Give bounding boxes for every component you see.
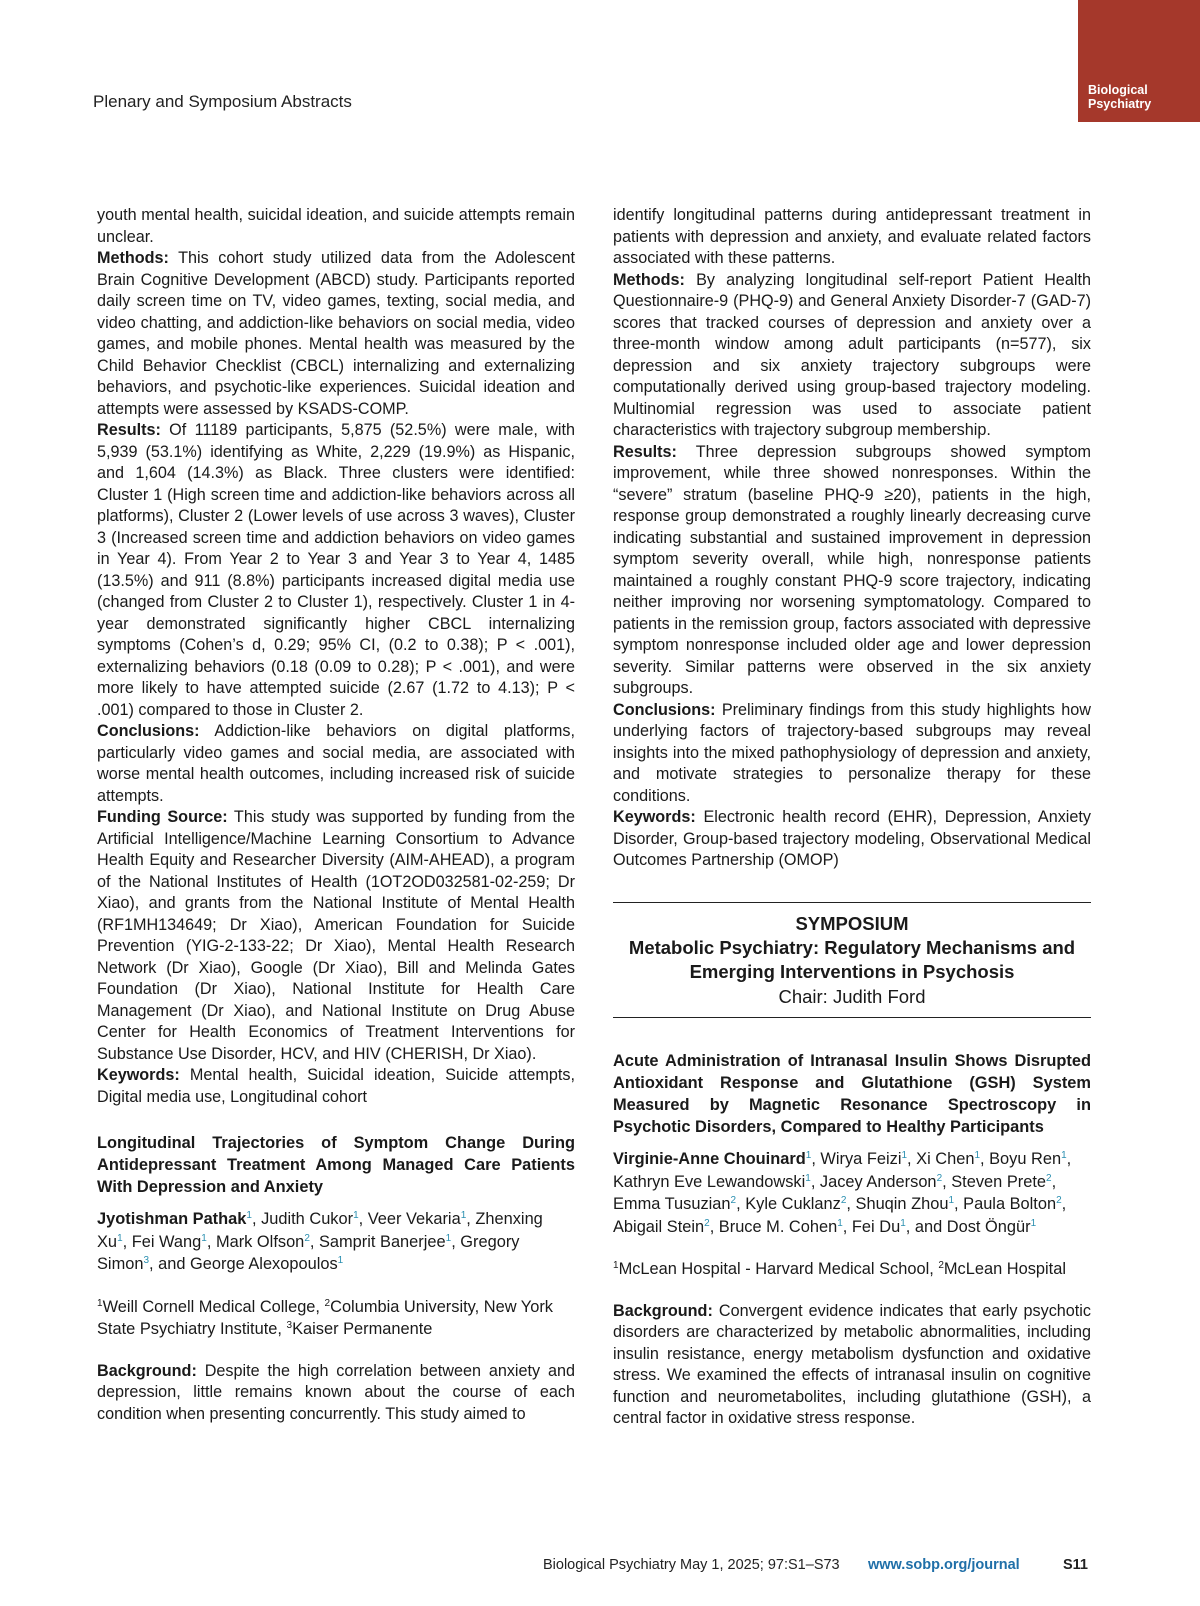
author-separator: , xyxy=(1051,1172,1057,1191)
author-affiliation-marker[interactable]: 1 xyxy=(837,1217,843,1229)
author-affiliation-marker[interactable]: 1 xyxy=(201,1232,207,1244)
affiliation-name: Columbia University, New York State Psychiatry Institute, xyxy=(97,1297,553,1338)
author-name: Shuqin Zhou xyxy=(855,1195,949,1213)
author-name: Xi Chen xyxy=(916,1150,975,1168)
author-name: Judith Cukor xyxy=(261,1210,354,1228)
author-affiliation-marker[interactable]: 2 xyxy=(704,1217,710,1229)
author-affiliation-marker[interactable]: 2 xyxy=(730,1195,737,1206)
author-separator: , xyxy=(811,1150,821,1168)
author-affiliation-marker[interactable]: 1 xyxy=(445,1232,452,1244)
author-separator: , xyxy=(1061,1195,1067,1213)
author-separator: , xyxy=(466,1210,476,1228)
conclusions-paragraph: Conclusions: Addiction-like behaviors on digital platforms, particularly video games and social media, are associated with worse mental health outcomes, including increased risk of suicide attempts. xyxy=(97,722,575,805)
author-affiliation-marker[interactable]: 1 xyxy=(901,1150,908,1161)
affiliations xyxy=(97,1296,575,1341)
author-separator: , xyxy=(309,1232,319,1251)
conclusions-paragraph: Conclusions: Preliminary findings from this study highlights how underlying factors of trajectory-based subgroups may reveal insights into the mixed pathophysiology of depression and anxiety, and motivate strategies to personalize therapy for these conditions. xyxy=(613,700,1091,805)
footer-citation: Biological Psychiatry May 1, 2025; 97:S1–S73 xyxy=(543,1557,840,1573)
author-name: Fei Wang xyxy=(131,1232,202,1251)
author-affiliation-marker[interactable]: 3 xyxy=(143,1255,150,1266)
abstract-title: Acute Administration of Intranasal Insulin Shows Disrupted Antioxidant Response and Glutathione (GSH) System Measured by Magnetic Resonance Spectroscopy in Psychotic Disorders, Compared to Healthy Participants xyxy=(613,1052,1091,1136)
funding-paragraph: Funding Source: This study was supported by funding from the Artificial Intelligence/Machine Learning Consortium to Advance Health Equity and Researcher Diversity (AIM-AHEAD), a program of the National Institutes of Health (1OT2OD032581-02-259; Dr Xiao), and grants from the National Institute of Mental Health (RF1MH134649; Dr Xiao), American Foundation for Suicide Prevention (YIG-2-133-22; Dr Xiao), Mental Health Research Network (Dr Xiao), Google (Dr Xiao), Bill and Melinda Gates Foundation (Dr Xiao), National Institute for Health Care Management (Dr Xiao), and National Institute on Drug Abuse Center for Health Economics of Treatment Interventions for Substance Use Disorder, HCV, and HIV (CHERISH, Dr Xiao). xyxy=(97,808,575,1063)
author-name: Samprit Banerjee xyxy=(318,1232,446,1251)
author-name: Wirya Feizi xyxy=(820,1150,902,1168)
symposium-title: Metabolic Psychiatry: Regulatory Mechanisms and Emerging Interventions in Psychosis xyxy=(628,936,1076,982)
author-separator: , xyxy=(251,1210,262,1228)
author-separator: , xyxy=(358,1210,368,1228)
author-name: Kathryn Eve Lewandowski xyxy=(613,1172,806,1191)
author-list xyxy=(613,1148,1091,1238)
author-separator: , and xyxy=(149,1255,191,1273)
results-paragraph: Results: Of 11189 participants, 5,875 (52.5%) were male, with 5,939 (53.1%) identifying as White, 2,229 (19.9%) as Hispanic, and 1,604 (14.3%) as Black. Three clusters were identified: Cluster 1 (High screen time and addiction-like behaviors across all platforms), Cluster 2 (Lower levels of use across 3 waves), Cluster 3 (Increased screen time and addiction behaviors on video games in Year 4). From Year 2 to Year 3 and Year 3 to Year 4, 1485 (13.5%) and 911 (8.8%) participants increased digital media use (changed from Cluster 2 to Cluster 1), respectively. Cluster 1 in 4-year demonstrated significantly higher CBCL internalizing symptoms (Cohen’s d, 0.29; 95% CI, (0.2 to 0.38); P < .001), externalizing behaviors (0.18 (0.09 to 0.28); P < .001), and were more likely to have attempted suicide (2.67 (1.72 to 4.13); P < .001) compared to those in Cluster 2. xyxy=(97,421,575,719)
affiliation-marker: 2 xyxy=(324,1297,331,1309)
author-name: Jyotishman Pathak xyxy=(97,1210,247,1228)
author-name: Zhenxing Xu xyxy=(97,1210,543,1251)
affiliation-marker: 2 xyxy=(938,1260,944,1271)
affiliation-marker: 3 xyxy=(286,1320,293,1331)
author-affiliation-marker[interactable]: 1 xyxy=(353,1210,359,1221)
author-separator: , xyxy=(709,1217,719,1236)
left-column xyxy=(97,205,575,1425)
results-label: Results: xyxy=(613,442,677,461)
author-name: Fei Du xyxy=(851,1217,901,1236)
author-name: Jacey Anderson xyxy=(819,1172,937,1191)
results-label: Results: xyxy=(97,421,161,439)
conclusions-label: Conclusions: xyxy=(97,722,200,740)
author-affiliation-marker[interactable]: 1 xyxy=(948,1195,955,1206)
journal-link[interactable]: www.sobp.org/journal xyxy=(868,1557,1020,1573)
keywords-paragraph: Keywords: Mental health, Suicidal ideation, Suicide attempts, Digital media use, Longitudinal cohort xyxy=(97,1066,575,1106)
symposium-chair: Chair: Judith Ford xyxy=(778,985,926,1007)
affiliation-marker: 1 xyxy=(613,1260,619,1271)
author-separator: , xyxy=(954,1195,964,1213)
author-affiliation-marker[interactable]: 1 xyxy=(805,1150,812,1161)
author-name: Paula Bolton xyxy=(963,1195,1057,1213)
author-separator: , xyxy=(846,1195,856,1213)
author-separator: , xyxy=(942,1172,952,1191)
background-paragraph: Background: Despite the high correlation between anxiety and depression, little remains known about the course of each condition when presenting concurrently. This study aimed to xyxy=(97,1361,575,1423)
author-name: Kyle Cuklanz xyxy=(745,1195,841,1213)
author-separator: , xyxy=(451,1232,461,1251)
author-affiliation-marker[interactable]: 1 xyxy=(1061,1150,1067,1161)
author-name: Dost Öngür xyxy=(946,1217,1031,1236)
author-affiliation-marker[interactable]: 1 xyxy=(337,1255,344,1266)
author-affiliation-marker[interactable]: 1 xyxy=(246,1210,252,1221)
background-label: Background: xyxy=(613,1301,713,1320)
right-column xyxy=(613,205,1091,1430)
author-name: George Alexopoulos xyxy=(190,1255,338,1273)
author-separator: , xyxy=(980,1150,990,1168)
author-name: Abigail Stein xyxy=(613,1217,705,1236)
methods-label: Methods: xyxy=(97,249,169,267)
continued-text: identify longitudinal patterns during antidepressant treatment in patients with depression and anxiety, and evaluate related factors associated with these patterns. xyxy=(613,206,1091,267)
methods-label: Methods: xyxy=(613,270,685,289)
author-name: Gregory Simon xyxy=(97,1232,520,1273)
keywords-label: Keywords: xyxy=(97,1066,180,1084)
background-label: Background: xyxy=(97,1361,197,1380)
author-affiliation-marker[interactable]: 2 xyxy=(1056,1195,1062,1206)
journal-name: Biological Psychiatry xyxy=(1088,83,1152,111)
author-affiliation-marker[interactable]: 2 xyxy=(304,1232,310,1244)
author-affiliation-marker[interactable]: 1 xyxy=(805,1172,811,1184)
symposium-box xyxy=(613,902,1091,1019)
abstract-title: Longitudinal Trajectories of Symptom Change During Antidepressant Treatment Among Managed Care Patients With Depression and Anxiety xyxy=(97,1134,575,1196)
results-paragraph: Results: Three depression subgroups showed symptom improvement, while three showed nonresponses. Within the “severe” stratum (baseline PHQ-9 ≥20), patients in the high, response group demonstrated a roughly linearly decreasing curve indicating substantial and sustained improvement in depression symptom severity overall, while high, nonresponse patients maintained a roughly constant PHQ-9 score trajectory, indicating neither improving nor worsening symptomatology. Compared to patients in the remission group, factors associated with depressive symptom nonresponse included older age and lower depression severity. Similar patterns were observed in the six anxiety subgroups. xyxy=(613,442,1091,697)
keywords-paragraph: Keywords: Electronic health record (EHR), Depression, Anxiety Disorder, Group-based trajectory modeling, Observational Medical Outcomes Partnership (OMOP) xyxy=(613,808,1091,869)
author-separator: , xyxy=(206,1232,216,1251)
author-affiliation-marker[interactable]: 1 xyxy=(1030,1217,1037,1229)
author-name: Boyu Ren xyxy=(989,1150,1062,1168)
affiliation-name: Kaiser Permanente xyxy=(292,1320,433,1338)
journal-tab xyxy=(1078,0,1200,122)
author-separator: , xyxy=(907,1150,917,1168)
keywords-label: Keywords: xyxy=(613,808,696,826)
author-separator: , xyxy=(736,1195,746,1213)
author-affiliation-marker[interactable]: 1 xyxy=(460,1210,467,1221)
funding-label: Funding Source: xyxy=(97,808,228,826)
conclusions-label: Conclusions: xyxy=(613,700,716,719)
methods-paragraph: Methods: By analyzing longitudinal self-report Patient Health Questionnaire-9 (PHQ-9) and General Anxiety Disorder-7 (GAD-7) scores that tracked courses of depression and anxiety over a three-month window among adult participants (n=577), six depression and six anxiety trajectory subgroups were computationally derived using group-based trajectory modeling. Multinomial regression was used to associate patient characteristics with trajectory subgroup membership. xyxy=(613,270,1091,439)
background-paragraph: Background: Convergent evidence indicates that early psychotic disorders are characterized by metabolic abnormalities, including insulin resistance, energy metabolism dysfunction and oxidative stress. We examined the effects of intranasal insulin on cognitive function and neurometabolites, including glutathione (GSH), a central factor in oxidative stress response. xyxy=(613,1301,1091,1427)
author-name: Veer Vekaria xyxy=(367,1210,461,1228)
author-affiliation-marker[interactable]: 1 xyxy=(974,1150,981,1161)
author-list xyxy=(97,1208,575,1276)
author-affiliation-marker[interactable]: 1 xyxy=(117,1232,123,1244)
author-separator: , xyxy=(1066,1150,1072,1168)
author-name: Emma Tusuzian xyxy=(613,1195,731,1213)
page-number: S11 xyxy=(1063,1557,1088,1573)
affiliations xyxy=(613,1258,1091,1281)
author-name: Virginie-Anne Chouinard xyxy=(613,1150,806,1168)
author-separator: , and xyxy=(905,1217,947,1236)
author-separator: , xyxy=(842,1217,852,1236)
author-name: Mark Olfson xyxy=(215,1232,305,1251)
running-header: Plenary and Symposium Abstracts xyxy=(93,92,352,111)
symposium-heading: SYMPOSIUM xyxy=(795,912,909,934)
author-affiliation-marker[interactable]: 2 xyxy=(936,1172,943,1184)
methods-paragraph: Methods: This cohort study utilized data from the Adolescent Brain Cognitive Development (ABCD) study. Participants reported daily screen time on TV, video games, texting, social media, and video chatting, and addiction-like behaviors on social media, video games, and mobile phones. Mental health was measured by the Child Behavior Checklist (CBCL) internalizing and externalizing behaviors, and psychotic-like experiences. Suicidal ideation and attempts were assessed by KSADS-COMP. xyxy=(97,249,575,418)
affiliation-name: McLean Hospital xyxy=(943,1260,1066,1278)
continued-text: youth mental health, suicidal ideation, and suicide attempts remain unclear. xyxy=(97,206,575,246)
author-affiliation-marker[interactable]: 2 xyxy=(840,1195,847,1206)
affiliation-marker: 1 xyxy=(97,1297,103,1309)
author-separator: , xyxy=(122,1232,132,1251)
author-name: Bruce M. Cohen xyxy=(718,1217,838,1236)
author-separator: , xyxy=(810,1172,820,1191)
author-affiliation-marker[interactable]: 1 xyxy=(900,1217,906,1229)
affiliation-name: McLean Hospital - Harvard Medical School, xyxy=(618,1260,939,1278)
affiliation-name: Weill Cornell Medical College, xyxy=(102,1297,325,1316)
author-affiliation-marker[interactable]: 2 xyxy=(1046,1172,1052,1184)
author-name: Steven Prete xyxy=(951,1172,1046,1191)
